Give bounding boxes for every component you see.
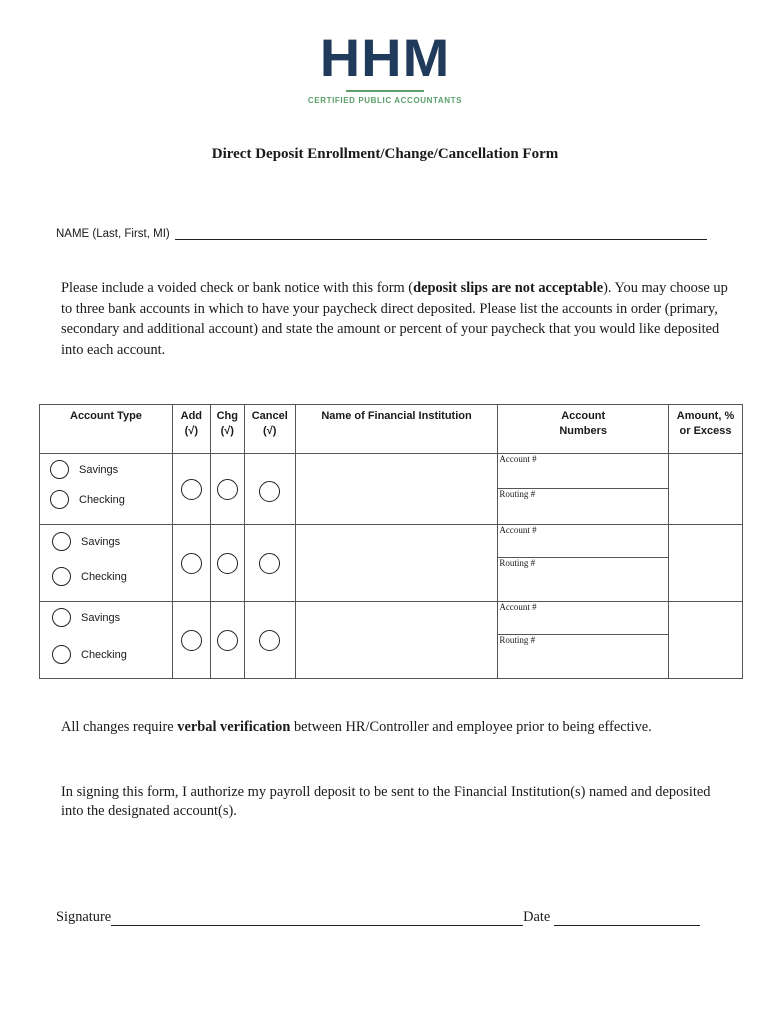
add-cell	[172, 454, 210, 525]
radio-circle-icon[interactable]	[52, 532, 71, 551]
table-header-row	[40, 405, 743, 454]
logo-divider	[346, 90, 424, 92]
account-type-cell	[40, 602, 173, 679]
add-checkbox[interactable]	[181, 553, 202, 574]
chg-cell	[210, 602, 244, 679]
cancel-checkbox[interactable]	[259, 630, 280, 651]
header-account-type: Account Type	[40, 405, 173, 454]
verification-paragraph: All changes require verbal verification between HR/Controller and employee prior to being effective.	[61, 719, 652, 735]
radio-circle-icon[interactable]	[52, 567, 71, 586]
chg-cell	[210, 525, 244, 602]
header-chg: Chg (√)	[210, 405, 244, 454]
routing-number-field[interactable]: Routing #	[499, 489, 536, 499]
add-cell	[172, 525, 210, 602]
verification-bold-text: verbal verification	[177, 719, 291, 735]
company-logo	[0, 28, 770, 105]
radio-circle-icon[interactable]	[50, 490, 69, 509]
account-type-cell	[40, 525, 173, 602]
amount-field[interactable]	[669, 454, 743, 525]
radio-circle-icon[interactable]	[50, 460, 69, 479]
intro-text-2: ). You may choose up to three bank accounts in which to have your paycheck direct deposited. Please list the accounts in order (primary, secondary and additional account) and state the amount or percent of your paycheck that you would like deposited into each account.	[61, 280, 728, 358]
savings-option[interactable]: Savings	[52, 608, 120, 627]
cancel-checkbox[interactable]	[259, 553, 280, 574]
table-row	[40, 454, 743, 525]
name-label: NAME (Last, First, MI)	[56, 228, 170, 240]
radio-circle-icon[interactable]	[52, 645, 71, 664]
checking-option[interactable]: Checking	[52, 567, 127, 586]
amount-field[interactable]	[669, 602, 743, 679]
institution-field[interactable]	[295, 525, 498, 602]
intro-text-1: Please include a voided check or bank notice with this form (	[61, 280, 414, 296]
signature-field[interactable]	[111, 911, 523, 926]
institution-field[interactable]	[295, 602, 498, 679]
add-checkbox[interactable]	[181, 479, 202, 500]
authorization-paragraph: In signing this form, I authorize my payroll deposit to be sent to the Financial Institution(s) named and deposited into the designated account(s).	[61, 784, 711, 819]
account-type-cell	[40, 454, 173, 525]
savings-option[interactable]: Savings	[50, 460, 118, 479]
routing-number-field[interactable]: Routing #	[499, 634, 536, 645]
cancel-checkbox[interactable]	[259, 481, 280, 502]
logo-mark: HHM	[319, 27, 451, 88]
table-row	[40, 602, 743, 679]
savings-option[interactable]: Savings	[52, 532, 120, 551]
intro-paragraph	[61, 278, 731, 360]
account-numbers-cell	[498, 525, 669, 602]
checking-option[interactable]: Checking	[50, 490, 125, 509]
change-checkbox[interactable]	[217, 553, 238, 574]
accounts-table	[39, 404, 743, 679]
header-institution: Name of Financial Institution	[295, 405, 498, 454]
account-number-field[interactable]: Account #	[498, 454, 668, 489]
date-label: Date	[523, 909, 551, 925]
date-field[interactable]	[554, 911, 700, 926]
header-cancel: Cancel (√)	[244, 405, 295, 454]
cancel-cell	[244, 602, 295, 679]
logo-subtitle: CERTIFIED PUBLIC ACCOUNTANTS	[307, 96, 463, 105]
table-row	[40, 525, 743, 602]
add-checkbox[interactable]	[181, 630, 202, 651]
account-number-field[interactable]: Account #	[498, 525, 668, 558]
name-field[interactable]	[175, 227, 707, 240]
cancel-cell	[244, 525, 295, 602]
radio-circle-icon[interactable]	[52, 608, 71, 627]
signature-label: Signature	[56, 909, 112, 925]
header-add: Add (√)	[172, 405, 210, 454]
amount-field[interactable]	[669, 525, 743, 602]
account-number-field[interactable]: Account #	[498, 602, 668, 635]
cancel-cell	[244, 454, 295, 525]
add-cell	[172, 602, 210, 679]
institution-field[interactable]	[295, 454, 498, 525]
change-checkbox[interactable]	[217, 479, 238, 500]
routing-number-field[interactable]: Routing #	[499, 557, 536, 568]
intro-bold-text: deposit slips are not acceptable	[413, 280, 604, 296]
name-field-row	[56, 227, 707, 240]
header-account-numbers: Account Numbers	[498, 405, 669, 454]
header-amount: Amount, % or Excess	[669, 405, 743, 454]
account-numbers-cell	[498, 454, 669, 525]
change-checkbox[interactable]	[217, 630, 238, 651]
form-title: Direct Deposit Enrollment/Change/Cancellation Form	[211, 146, 559, 162]
chg-cell	[210, 454, 244, 525]
signature-row	[56, 909, 700, 926]
account-numbers-cell	[498, 602, 669, 679]
checking-option[interactable]: Checking	[52, 645, 127, 664]
